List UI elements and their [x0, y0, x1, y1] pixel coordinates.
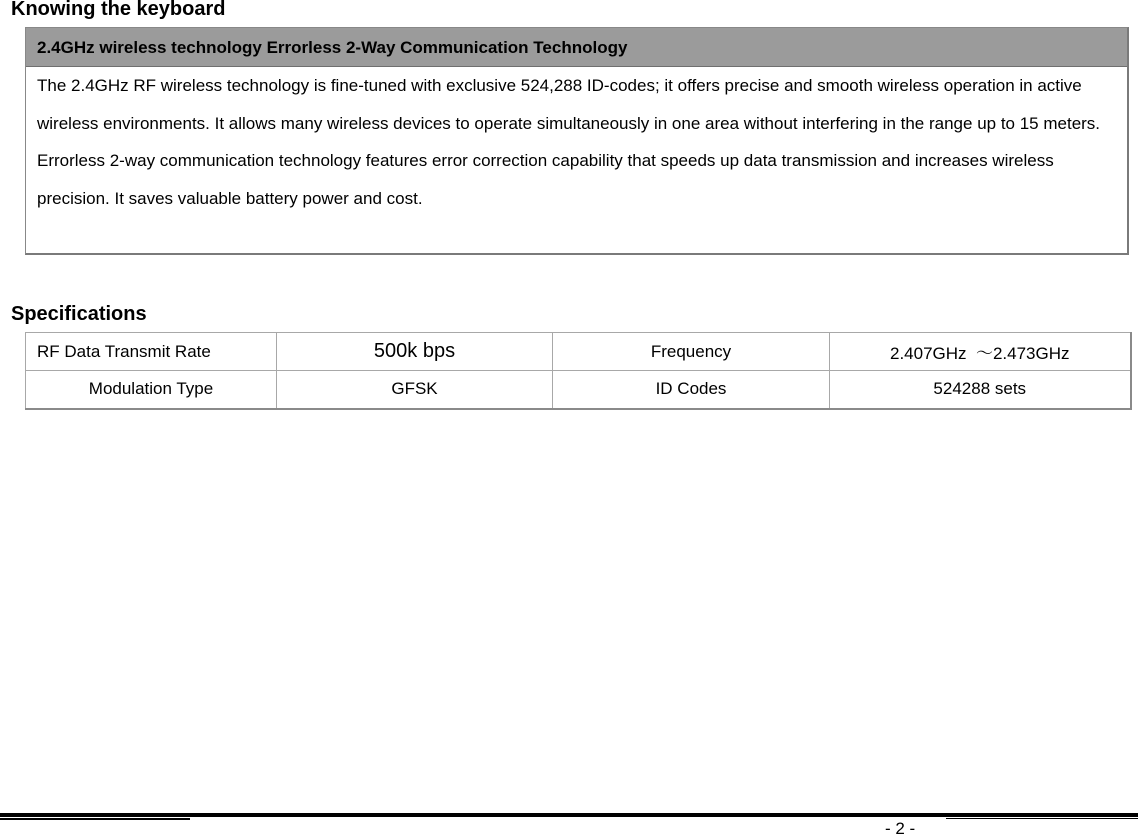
feature-title: 2.4GHz wireless technology Errorless 2-Way Communication Technology: [26, 28, 1127, 67]
section-heading-specifications: Specifications: [11, 303, 147, 325]
feature-box: [25, 27, 1129, 255]
spec-label-rf-data-rate: RF Data Transmit Rate: [26, 333, 277, 371]
specifications-table: [25, 332, 1132, 410]
table-row: [26, 371, 1131, 409]
spec-label-frequency: Frequency: [553, 333, 830, 371]
spec-value-frequency: 2.407GHz ～2.473GHz: [830, 333, 1131, 371]
spec-value-modulation: GFSK: [277, 371, 553, 409]
section-heading-knowing-keyboard: Knowing the keyboard: [11, 0, 226, 20]
feature-paragraph-rf: The 2.4GHz RF wireless technology is fine-tuned with exclusive 524,288 ID-codes; it offers precise and smooth wireless operation in active wireless environments. It allows many wireless devices to operate simultaneously in one area without interfering in the range up to 15 meters.: [37, 76, 1101, 133]
footer-divider-accent-right: [946, 818, 1138, 819]
feature-paragraph-errorless: Errorless 2-way communication technology features error correction capability that speeds up data transmission and increases wireless precision. It saves valuable battery power and cost.: [37, 151, 1054, 208]
spec-label-id-codes: ID Codes: [553, 371, 830, 409]
feature-description: [26, 67, 1127, 217]
spec-value-id-codes: 524288 sets: [830, 371, 1131, 409]
footer-divider: [0, 813, 1138, 817]
spec-label-modulation: Modulation Type: [26, 371, 277, 409]
spec-value-rf-data-rate: 500k bps: [277, 333, 553, 371]
table-row: [26, 333, 1131, 371]
page-number: - 2 -: [885, 819, 916, 838]
footer-divider-accent-left: [0, 818, 190, 820]
